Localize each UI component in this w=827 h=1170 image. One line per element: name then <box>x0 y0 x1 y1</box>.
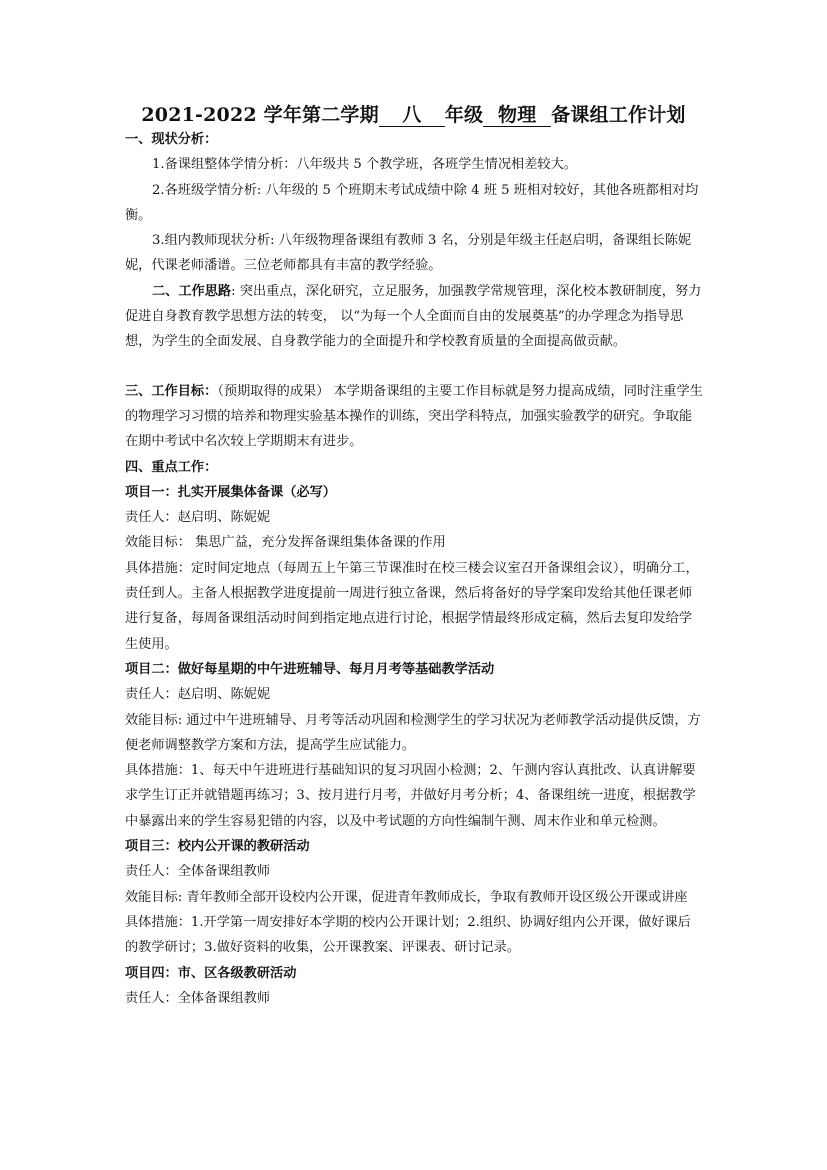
project2-goal: 效能目标: 通过中午进班辅导、月考等活动巩固和检测学生的学习状况为老师教学活动提供反馈，方便老师调整教学方案和方法，提高学生应试能力。 <box>125 712 701 753</box>
paragraph-gap <box>125 355 703 379</box>
section3-heading: 三、工作目标： <box>125 383 218 399</box>
project4-title: 项目四：市、区各级教研活动 <box>125 965 297 981</box>
section4-heading: 四、重点工作： <box>125 459 218 475</box>
title-subject: 物理 <box>483 105 551 127</box>
title-year: 2021-2022 学年第二学期 <box>141 104 379 126</box>
project3-goal: 效能目标: 青年教师全部开设校内公开课，促进青年教师成长，争取有教师开设区级公开课或讲座 <box>125 889 688 905</box>
section2-text: : 突出重点，深化研究，立足服务，加强教学常规管理，深化校本教研制度，努力促进自身教育教学思想方法的转变， 以“为每一个人全面而自由的发展奠基”的办学理念为指导思想，为学生的全面发展、自身教学能力的全面提升和学校教育质量的全面提高做贡献。 <box>125 283 702 350</box>
section3-text: （预期取得的成果） 本学期备课组的主要工作目标就是努力提高成绩，同时注重学生的物理学习习惯的培养和物理实验基本操作的训练，突出学科特点，加强实验教学的研究。争取能在期中考试中名次较上学期期末有进步。 <box>125 383 703 450</box>
title-suffix: 备课组工作计划 <box>551 104 686 126</box>
document-body <box>125 127 703 1011</box>
project1-title: 项目一：扎实开展集体备课（必写） <box>125 484 336 500</box>
project3-measures: 具体措施：1.开学第一周安排好本学期的校内公开课计划；2.组织、协调好组内公开课，做好课后的教学研讨；3.做好资料的收集，公开课教案、评课表、研讨记录。 <box>125 914 691 956</box>
project1-measures: 具体措施：定时间定地点（每周五上午第三节课准时在校三楼会议室召开备课组会议），明确分工，责任到人。主备人根据教学进度提前一周进行独立备课，然后将备好的导学案印发给其他任课老师进行复备，每周备课组活动时间到指定地点进行讨论，根据学情最终形成定稿，然后去复印发给学生使用。 <box>125 560 699 652</box>
project2-owner: 责任人：赵启明、陈妮妮 <box>125 687 271 703</box>
section1-heading: 一、现状分析： <box>125 132 218 147</box>
title-grade-suffix: 年级 <box>444 104 484 126</box>
section1-item-1: 1.备课组整体学情分析：八年级共 5 个教学班，各班学生情况相差较大。 <box>152 157 577 173</box>
title-grade: 八 <box>379 105 445 127</box>
document-title <box>0 100 827 127</box>
section2-paragraph <box>125 279 703 355</box>
section2-heading: 二、工作思路 <box>152 283 232 299</box>
section1-item-3: 3.组内教师现状分析: 八年级物理备课组有教师 3 名，分别是年级主任赵启明，备课组长陈妮妮，代课老师潘谱。三位老师都具有丰富的教学经验。 <box>125 233 692 274</box>
project2-measures: 具体措施：1、每天中午进班进行基础知识的复习巩固小检测；2、午测内容认真批改、认真讲解要求学生订正并就错题再练习；3、按月进行月考，并做好月考分析；4、备课组统一进度，根据教学中暴露出来的学生容易犯错的内容，以及中考试题的方向性编制午测、周末作业和单元检测。 <box>125 763 696 829</box>
project4-owner: 责任人：全体备课组教师 <box>125 990 271 1006</box>
section3-paragraph <box>125 379 703 455</box>
project2-title: 项目二：做好每星期的中午进班辅导、每月月考等基础教学活动 <box>125 661 495 677</box>
project3-title: 项目三：校内公开课的教研活动 <box>125 839 310 855</box>
section1-item-2: 2.各班级学情分析: 八年级的 5 个班期末考试成绩中除 4 班 5 班相对较好，其他各班都相对均衡。 <box>125 182 699 223</box>
project1-goal: 效能目标： 集思广益，充分发挥备课组集体备课的作用 <box>125 535 446 551</box>
project3-owner: 责任人：全体备课组教师 <box>125 864 271 880</box>
project1-owner: 责任人：赵启明、陈妮妮 <box>125 510 271 526</box>
